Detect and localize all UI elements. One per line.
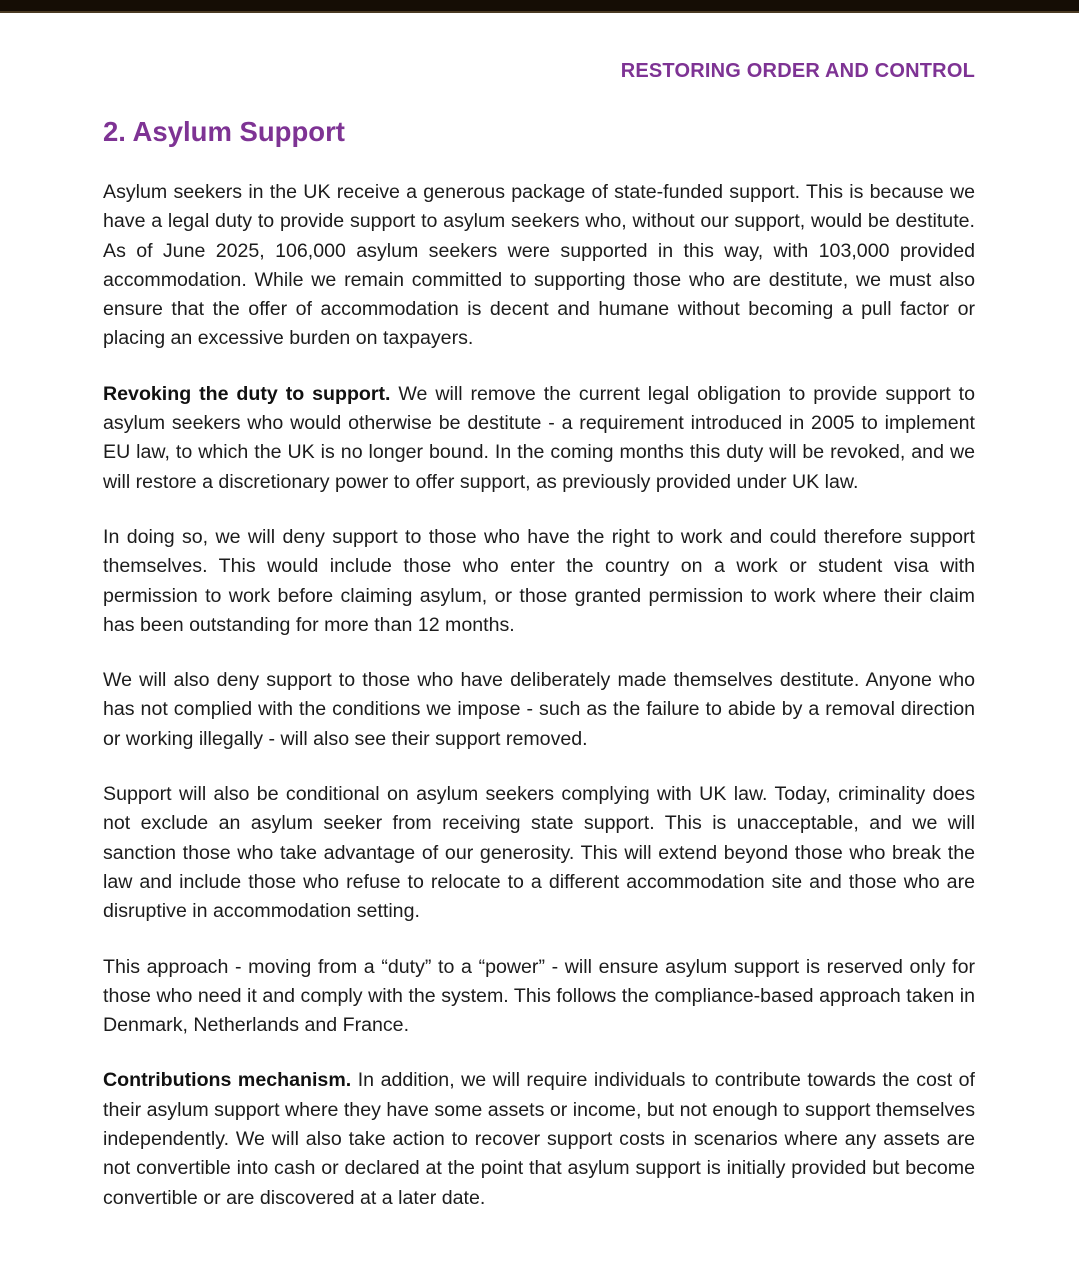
section-title: 2. Asylum Support: [103, 116, 345, 147]
paragraph-lead: Contributions mechanism.: [103, 1069, 352, 1092]
paragraph: [103, 380, 975, 497]
paragraph: [103, 1066, 975, 1212]
top-bar: [0, 0, 1079, 13]
paragraph-text: Asylum seekers in the UK receive a generous package of state-funded support. This is because we have a legal duty to provide support to asylum seekers who, without our support, would be destitute. As of June 2025, 106,000 asylum seekers were supported in this way, with 103,000 provided accommodation. While we remain committed to supporting those who are destitute, we must also ensure that the offer of accommodation is decent and humane without becoming a pull factor or placing an excessive burden on taxpayers.: [103, 181, 975, 350]
body-text: [103, 178, 975, 1213]
paragraph-text: We will also deny support to those who have deliberately made themselves destitute. Anyone who has not complied with the conditions we impose - such as the failure to abide by a removal direction or working illegally - will also see their support removed.: [103, 669, 975, 750]
paragraph-lead: Revoking the duty to support.: [103, 382, 391, 405]
paragraph: [103, 178, 975, 354]
paragraph-text: In doing so, we will deny support to those who have the right to work and could therefore support themselves. This would include those who enter the country on a work or student visa with permission to work before claiming asylum, or those granted permission to work where their claim has been outstanding for more than 12 months.: [103, 525, 975, 636]
paragraph-text: This approach - moving from a “duty” to a “power” - will ensure asylum support is reserved only for those who need it and comply with the system. This follows the compliance-based approach taken in Denmark, Netherlands and France.: [103, 955, 975, 1037]
page-content: [0, 13, 1079, 1213]
paragraph-text: We will remove the current legal obligation to provide support to asylum seekers who would otherwise be destitute - a requirement introduced in 2005 to implement EU law, to which the UK is no longer bound. In the coming months this duty will be revoked, and we will restore a discretionary power to offer support, as previously provided under UK law.: [103, 382, 975, 493]
paragraph: [103, 666, 975, 754]
paragraph-text: Support will also be conditional on asylum seekers complying with UK law. Today, criminality does not exclude an asylum seeker from receiving state support. This is unacceptable, and we will sanction those who take advantage of our generosity. This will extend beyond those who break the law and include those who refuse to relocate to a different accommodation site and those who are disruptive in accommodation setting.: [103, 783, 975, 923]
running-header: RESTORING ORDER AND CONTROL: [620, 60, 975, 82]
paragraph-text: In addition, we will require individuals to contribute towards the cost of their asylum support where they have some assets or income, but not enough to support themselves independently. We will also take action to recover support costs in scenarios where any assets are not convertible into cash or declared at the point that asylum support is initially provided but become convertible or are discovered at a later date.: [103, 1069, 975, 1209]
paragraph: [103, 953, 975, 1041]
paragraph: [103, 523, 975, 640]
paragraph: [103, 780, 975, 926]
